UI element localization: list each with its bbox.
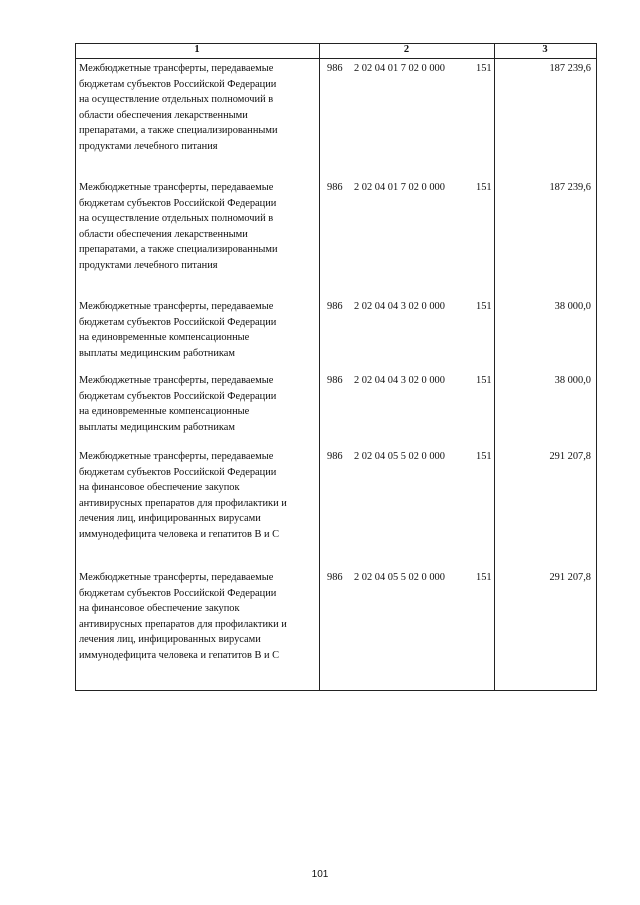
row-5-budget-code: 2 02 04 05 5 02 0 000 <box>354 451 445 462</box>
header-col-2: 2 <box>403 44 410 55</box>
row-1-amount: 187 239,6 <box>549 63 591 74</box>
row-5-amount: 291 207,8 <box>549 451 591 462</box>
row-2-admin-code: 986 <box>327 182 343 193</box>
row-2-kosgu: 151 <box>476 182 492 193</box>
row-3-budget-code: 2 02 04 04 3 02 0 000 <box>354 301 445 312</box>
row-1-admin-code: 986 <box>327 63 343 74</box>
page-number: 101 <box>311 869 329 880</box>
header-col-1: 1 <box>194 44 200 55</box>
row-6-description: Межбюджетные трансферты, передаваемые бюджетам субъектов Российской Федерации на финансовое обеспечение закупок антивирусных препаратов для профилактики и лечения лиц, инфицированных вирусами иммунодефицита человека и гепатитов B и C <box>79 572 287 661</box>
row-6-amount: 291 207,8 <box>549 572 591 583</box>
row-3-kosgu: 151 <box>476 301 492 312</box>
row-5-kosgu: 151 <box>476 451 492 462</box>
row-5-admin-code: 986 <box>327 451 343 462</box>
row-6-admin-code: 986 <box>327 572 343 583</box>
row-6-kosgu: 151 <box>476 572 492 583</box>
row-1-budget-code: 2 02 04 01 7 02 0 000 <box>354 63 445 74</box>
row-4-budget-code: 2 02 04 04 3 02 0 000 <box>354 375 445 386</box>
row-3-amount: 38 000,0 <box>554 301 591 312</box>
row-3-description: Межбюджетные трансферты, передаваемые бюджетам субъектов Российской Федерации на единовременные компенсационные выплаты медицинским работникам <box>79 301 277 359</box>
header-col-3: 3 <box>542 44 548 55</box>
row-2-amount: 187 239,6 <box>549 182 591 193</box>
row-6-budget-code: 2 02 04 05 5 02 0 000 <box>354 572 445 583</box>
row-4-amount: 38 000,0 <box>554 375 591 386</box>
row-5-description: Межбюджетные трансферты, передаваемые бюджетам субъектов Российской Федерации на финансовое обеспечение закупок антивирусных препаратов для профилактики и лечения лиц, инфицированных вирусами иммунодефицита человека и гепатитов B и C <box>79 451 287 540</box>
row-4-kosgu: 151 <box>476 375 492 386</box>
row-1-description: Межбюджетные трансферты, передаваемые бюджетам субъектов Российской Федерации на осуществление отдельных полномочий в области обеспечения лекарственными препаратами, а также специализированными продуктами лечебного питания <box>79 63 278 152</box>
row-2-budget-code: 2 02 04 01 7 02 0 000 <box>354 182 445 193</box>
row-4-description: Межбюджетные трансферты, передаваемые бюджетам субъектов Российской Федерации на единовременные компенсационные выплаты медицинским работникам <box>79 375 277 433</box>
row-2-description: Межбюджетные трансферты, передаваемые бюджетам субъектов Российской Федерации на осуществление отдельных полномочий в области обеспечения лекарственными препаратами, а также специализированными продуктами лечебного питания <box>79 182 278 271</box>
row-4-admin-code: 986 <box>327 375 343 386</box>
row-1-kosgu: 151 <box>476 63 492 74</box>
row-3-admin-code: 986 <box>327 301 343 312</box>
